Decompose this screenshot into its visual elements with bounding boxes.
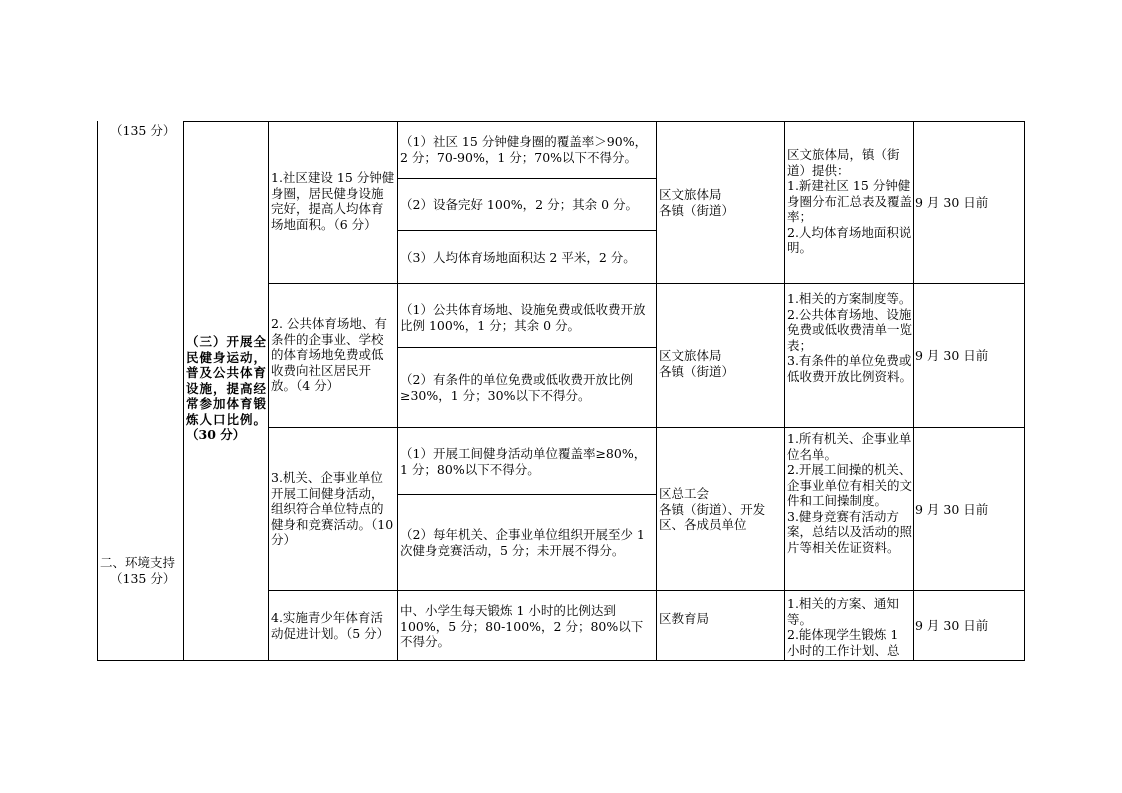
table-divider-col4 <box>656 121 657 661</box>
table-divider-col3 <box>397 121 398 661</box>
evidence-4: 1.相关的方案、通知等。 2.能体现学生锻炼 1 小时的工作计划、总 <box>787 596 900 658</box>
category-label: 二、环境支持 <box>100 555 176 570</box>
criteria-4-1: 中、小学生每天锻炼 1 小时的比例达到 100%，5 分；80-100%，2 分；80%以下不得分。 <box>400 603 644 649</box>
criteria-3-2: （2）每年机关、企事业单位组织开展至少 1 次健身竞赛活动，5 分；未开展不得分。 <box>400 527 649 558</box>
criteria-3-1: （1）开展工间健身活动单位覆盖率≥80%，1 分；80%以下不得分。 <box>400 446 647 477</box>
deadline-2: 9 月 30 日前 <box>915 348 989 363</box>
top-score-label: （135 分） <box>110 123 176 138</box>
criteria-1-3: （3）人均体育场地面积达 2 平米，2 分。 <box>400 250 636 265</box>
evidence-2: 1.相关的方案制度等。 2.公共体育场地、设施免费或低收费清单一览表； 3.有条件的单位免费或低收费开放比例资料。 <box>787 291 913 384</box>
criteria-divider-1b <box>397 230 656 231</box>
evidence-1: 区文旅体局，镇（街道）提供： 1.新建社区 15 分钟健身圈分布汇总表及覆盖率； 2.人均体育场地面积说明。 <box>787 147 913 255</box>
criteria-2-1: （1）公共体育场地、设施免费或低收费开放比例 100%，1 分；其余 0 分。 <box>400 302 646 333</box>
deadline-3: 9 月 30 日前 <box>915 502 989 517</box>
table-border-bottom <box>97 660 1025 661</box>
item-2: 2. 公共体育场地、有条件的企事业、学校的体育场地免费或低收费向社区居民开放。（4 分） <box>271 316 387 393</box>
table-divider-col2 <box>268 121 269 661</box>
item-4: 4.实施青少年体育活动促进计划。（5 分） <box>271 610 390 641</box>
table-divider-col5 <box>784 121 785 661</box>
table-border-top <box>183 121 1025 122</box>
criteria-1-2: （2）设备完好 100%，2 分；其余 0 分。 <box>400 197 638 212</box>
deadline-1: 9 月 30 日前 <box>915 195 989 210</box>
row-divider-3 <box>268 590 1025 591</box>
item-1: 1.社区建设 15 分钟健身圈，居民健身设施完好，提高人均体育场地面积。（6 分） <box>271 170 395 232</box>
category-score: （135 分） <box>110 571 176 586</box>
criteria-2-2: （2）有条件的单位免费或低收费开放比例≥30%，1 分；30%以下不得分。 <box>400 372 633 403</box>
table-border-right <box>1024 121 1025 661</box>
row-divider-2 <box>268 427 1025 428</box>
item-3: 3.机关、企事业单位开展工间健身活动，组织符合单位特点的健身和竞赛活动。（10 分） <box>271 470 398 547</box>
responsible-4: 区教育局 <box>659 611 710 626</box>
criteria-1-1: （1）社区 15 分钟健身圈的覆盖率＞90%，2 分；70-90%，1 分；70%以下不得分。 <box>400 134 648 165</box>
table-divider-col6 <box>913 121 914 661</box>
row-divider-1 <box>268 283 1025 284</box>
responsible-3: 区总工会 各镇（街道）、开发区、各成员单位 <box>659 486 766 532</box>
section-title: （三）开展全民健身运动，普及公共体育设施，提高经常参加体育锻炼人口比例。（30 分） <box>186 334 266 442</box>
evidence-3: 1.所有机关、企事业单位名单。 2.开展工间操的机关、企事业单位有相关的文件和工间操制度。 3.健身竞赛有活动方案，总结以及活动的照片等相关佐证资料。 <box>787 431 913 555</box>
criteria-divider-2a <box>397 347 656 348</box>
table-border-left <box>97 121 98 661</box>
deadline-4: 9 月 30 日前 <box>915 618 989 633</box>
criteria-divider-3a <box>397 494 656 495</box>
criteria-divider-1a <box>397 178 656 179</box>
responsible-1: 区文旅体局 各镇（街道） <box>659 187 735 218</box>
table-divider-col1 <box>183 121 184 661</box>
responsible-2: 区文旅体局 各镇（街道） <box>659 348 735 379</box>
